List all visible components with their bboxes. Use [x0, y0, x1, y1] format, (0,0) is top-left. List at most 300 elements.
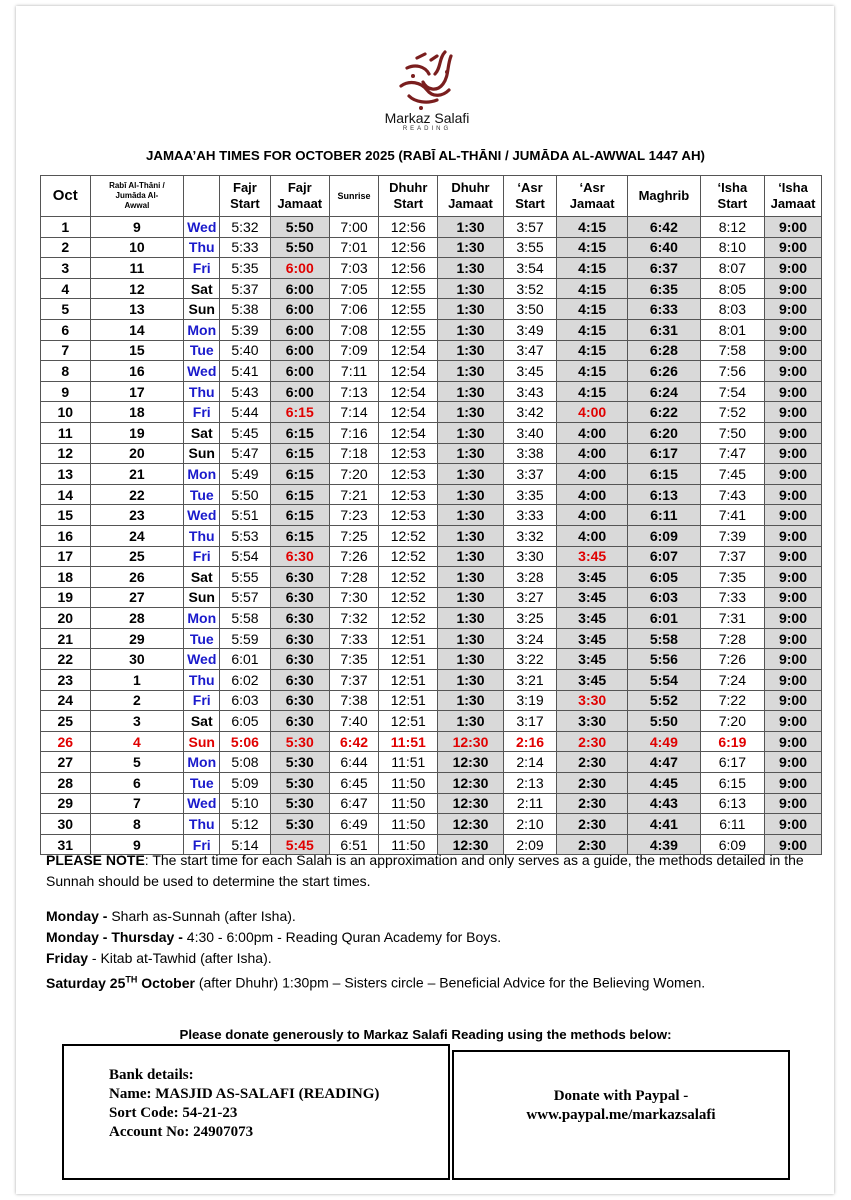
asr-jamaat-cell: 4:00 [557, 484, 628, 505]
isha-jamaat-cell: 9:00 [765, 484, 822, 505]
dhuhr-start-cell: 12:54 [379, 402, 438, 423]
col-fajr-start-l2: Start [230, 196, 260, 211]
fajr-jamaat-cell: 6:30 [270, 649, 329, 670]
oct-cell: 24 [41, 690, 91, 711]
asr-start-cell: 3:28 [503, 567, 557, 588]
asr-start-cell: 2:11 [503, 793, 557, 814]
hijri-cell: 12 [90, 278, 184, 299]
isha-start-cell: 6:19 [700, 731, 764, 752]
col-oct: Oct [41, 176, 91, 217]
isha-jamaat-cell: 9:00 [765, 381, 822, 402]
hijri-cell: 5 [90, 752, 184, 773]
day-cell: Thu [184, 237, 220, 258]
isha-jamaat-cell: 9:00 [765, 628, 822, 649]
maghrib-cell: 6:05 [628, 567, 701, 588]
table-row [41, 443, 822, 464]
maghrib-cell: 6:37 [628, 258, 701, 279]
sunrise-cell: 7:13 [329, 381, 379, 402]
dhuhr-jamaat-cell: 1:30 [438, 484, 503, 505]
table-row [41, 731, 822, 752]
col-hijri [90, 176, 184, 217]
asr-jamaat-cell: 4:15 [557, 340, 628, 361]
fajr-start-cell: 5:57 [220, 587, 271, 608]
dhuhr-jamaat-cell: 1:30 [438, 217, 503, 238]
col-asr-start-l1: ‘Asr [517, 180, 543, 196]
fajr-start-cell: 5:49 [220, 464, 271, 485]
asr-start-cell: 2:14 [503, 752, 557, 773]
sunrise-cell: 7:28 [329, 567, 379, 588]
isha-start-cell: 7:24 [700, 670, 764, 691]
fajr-start-cell: 5:55 [220, 567, 271, 588]
asr-jamaat-cell: 4:15 [557, 319, 628, 340]
isha-jamaat-cell: 9:00 [765, 649, 822, 670]
oct-cell: 2 [41, 237, 91, 258]
dhuhr-start-cell: 12:51 [379, 628, 438, 649]
isha-start-cell: 7:37 [700, 546, 764, 567]
asr-start-cell: 2:13 [503, 773, 557, 794]
isha-start-cell: 7:20 [700, 711, 764, 732]
oct-cell: 22 [41, 649, 91, 670]
isha-jamaat-cell: 9:00 [765, 752, 822, 773]
asr-jamaat-cell: 4:15 [557, 258, 628, 279]
col-dhuhr-start-l1: Dhuhr [389, 180, 428, 196]
table-row [41, 546, 822, 567]
fajr-jamaat-cell: 6:30 [270, 608, 329, 629]
isha-jamaat-cell: 9:00 [765, 464, 822, 485]
fajr-jamaat-cell: 5:30 [270, 773, 329, 794]
isha-jamaat-cell: 9:00 [765, 217, 822, 238]
isha-jamaat-cell: 9:00 [765, 402, 822, 423]
maghrib-cell: 4:39 [628, 834, 701, 855]
sunrise-cell: 7:18 [329, 443, 379, 464]
isha-start-cell: 8:01 [700, 319, 764, 340]
sunrise-cell: 7:06 [329, 299, 379, 320]
col-hijri-line3: Awwal [124, 201, 150, 210]
dhuhr-start-cell: 12:53 [379, 464, 438, 485]
day-cell: Sun [184, 443, 220, 464]
maghrib-cell: 6:42 [628, 217, 701, 238]
asr-start-cell: 3:43 [503, 381, 557, 402]
asr-start-cell: 3:33 [503, 505, 557, 526]
col-sunrise: Sunrise [329, 176, 379, 217]
table-row [41, 752, 822, 773]
sunrise-cell: 7:16 [329, 422, 379, 443]
maghrib-cell: 6:35 [628, 278, 701, 299]
asr-start-cell: 3:22 [503, 649, 557, 670]
asr-start-cell: 3:54 [503, 258, 557, 279]
day-cell: Sun [184, 299, 220, 320]
day-cell: Mon [184, 319, 220, 340]
hijri-cell: 9 [90, 834, 184, 855]
hijri-cell: 27 [90, 587, 184, 608]
fajr-jamaat-cell: 6:15 [270, 525, 329, 546]
asr-start-cell: 3:40 [503, 422, 557, 443]
asr-start-cell: 3:49 [503, 319, 557, 340]
fajr-jamaat-cell: 6:00 [270, 319, 329, 340]
isha-jamaat-cell: 9:00 [765, 711, 822, 732]
col-asr-start [503, 176, 557, 217]
dhuhr-start-cell: 12:51 [379, 649, 438, 670]
day-cell: Sun [184, 587, 220, 608]
paypal-link[interactable]: www.paypal.me/markazsalafi [526, 1107, 716, 1123]
maghrib-cell: 6:26 [628, 361, 701, 382]
fajr-start-cell: 5:59 [220, 628, 271, 649]
isha-jamaat-cell: 9:00 [765, 340, 822, 361]
asr-start-cell: 3:32 [503, 525, 557, 546]
dhuhr-start-cell: 12:56 [379, 217, 438, 238]
note-monday-label: Monday - [46, 908, 108, 924]
sunrise-cell: 7:30 [329, 587, 379, 608]
day-cell: Wed [184, 649, 220, 670]
isha-jamaat-cell: 9:00 [765, 299, 822, 320]
bank-details-box [62, 1044, 450, 1180]
isha-jamaat-cell: 9:00 [765, 670, 822, 691]
fajr-start-cell: 5:47 [220, 443, 271, 464]
oct-cell: 30 [41, 814, 91, 835]
table-row [41, 217, 822, 238]
maghrib-cell: 6:24 [628, 381, 701, 402]
col-isha-jamaat-l2: Jamaat [770, 196, 816, 211]
fajr-jamaat-cell: 6:00 [270, 361, 329, 382]
oct-cell: 20 [41, 608, 91, 629]
asr-jamaat-cell: 4:15 [557, 278, 628, 299]
table-row [41, 525, 822, 546]
isha-jamaat-cell: 9:00 [765, 608, 822, 629]
table-row [41, 814, 822, 835]
isha-start-cell: 7:45 [700, 464, 764, 485]
fajr-jamaat-cell: 6:15 [270, 505, 329, 526]
sunrise-cell: 6:44 [329, 752, 379, 773]
maghrib-cell: 5:50 [628, 711, 701, 732]
table-row [41, 587, 822, 608]
asr-jamaat-cell: 4:15 [557, 217, 628, 238]
dhuhr-jamaat-cell: 12:30 [438, 793, 503, 814]
dhuhr-start-cell: 12:53 [379, 484, 438, 505]
asr-start-cell: 3:37 [503, 464, 557, 485]
asr-jamaat-cell: 2:30 [557, 834, 628, 855]
fajr-jamaat-cell: 6:15 [270, 464, 329, 485]
fajr-start-cell: 5:50 [220, 484, 271, 505]
isha-start-cell: 7:52 [700, 402, 764, 423]
isha-start-cell: 8:05 [700, 278, 764, 299]
day-cell: Mon [184, 752, 220, 773]
hijri-cell: 7 [90, 793, 184, 814]
sunrise-cell: 7:26 [329, 546, 379, 567]
fajr-start-cell: 5:08 [220, 752, 271, 773]
dhuhr-jamaat-cell: 12:30 [438, 773, 503, 794]
isha-start-cell: 6:13 [700, 793, 764, 814]
sunrise-cell: 7:35 [329, 649, 379, 670]
asr-start-cell: 3:55 [503, 237, 557, 258]
prayer-timetable [40, 175, 822, 855]
maghrib-cell: 4:43 [628, 793, 701, 814]
logo-subtitle: READING [402, 126, 452, 132]
maghrib-cell: 5:54 [628, 670, 701, 691]
fajr-start-cell: 5:32 [220, 217, 271, 238]
fajr-jamaat-cell: 6:15 [270, 402, 329, 423]
hijri-cell: 9 [90, 217, 184, 238]
dhuhr-start-cell: 12:52 [379, 546, 438, 567]
hijri-cell: 14 [90, 319, 184, 340]
isha-jamaat-cell: 9:00 [765, 834, 822, 855]
oct-cell: 12 [41, 443, 91, 464]
sunrise-cell: 7:00 [329, 217, 379, 238]
dhuhr-jamaat-cell: 1:30 [438, 649, 503, 670]
isha-start-cell: 7:50 [700, 422, 764, 443]
asr-jamaat-cell: 3:45 [557, 608, 628, 629]
col-dhuhr-start-l2: Start [393, 196, 424, 211]
asr-start-cell: 3:47 [503, 340, 557, 361]
asr-jamaat-cell: 4:00 [557, 505, 628, 526]
table-row [41, 422, 822, 443]
fajr-start-cell: 5:12 [220, 814, 271, 835]
fajr-start-cell: 5:51 [220, 505, 271, 526]
maghrib-cell: 6:28 [628, 340, 701, 361]
asr-jamaat-cell: 3:45 [557, 567, 628, 588]
dhuhr-jamaat-cell: 1:30 [438, 402, 503, 423]
maghrib-cell: 4:49 [628, 731, 701, 752]
isha-jamaat-cell: 9:00 [765, 793, 822, 814]
dhuhr-jamaat-cell: 1:30 [438, 464, 503, 485]
isha-start-cell: 7:22 [700, 690, 764, 711]
sunrise-cell: 7:11 [329, 361, 379, 382]
asr-jamaat-cell: 3:45 [557, 649, 628, 670]
dhuhr-start-cell: 12:52 [379, 608, 438, 629]
isha-start-cell: 6:15 [700, 773, 764, 794]
col-dhuhr-start [379, 176, 438, 217]
asr-jamaat-cell: 3:30 [557, 690, 628, 711]
maghrib-cell: 5:52 [628, 690, 701, 711]
day-cell: Sun [184, 731, 220, 752]
asr-start-cell: 3:42 [503, 402, 557, 423]
day-cell: Tue [184, 484, 220, 505]
fajr-start-cell: 5:06 [220, 731, 271, 752]
isha-start-cell: 6:11 [700, 814, 764, 835]
fajr-jamaat-cell: 6:00 [270, 278, 329, 299]
sunrise-cell: 7:08 [329, 319, 379, 340]
table-row [41, 299, 822, 320]
asr-jamaat-cell: 3:30 [557, 711, 628, 732]
table-header-row [41, 176, 822, 217]
dhuhr-jamaat-cell: 1:30 [438, 711, 503, 732]
fajr-start-cell: 6:03 [220, 690, 271, 711]
dhuhr-jamaat-cell: 1:30 [438, 670, 503, 691]
sunrise-cell: 7:21 [329, 484, 379, 505]
asr-start-cell: 3:35 [503, 484, 557, 505]
hijri-cell: 20 [90, 443, 184, 464]
note-saturday [46, 969, 816, 994]
col-dhuhr-jamaat [438, 176, 503, 217]
hijri-cell: 1 [90, 670, 184, 691]
col-asr-jamaat-l1: ‘Asr [579, 180, 605, 196]
fajr-jamaat-cell: 5:30 [270, 731, 329, 752]
hijri-cell: 10 [90, 237, 184, 258]
col-hijri-line1: Rabī Al-Thāni / [109, 181, 165, 190]
maghrib-cell: 6:07 [628, 546, 701, 567]
isha-start-cell: 8:03 [700, 299, 764, 320]
dhuhr-jamaat-cell: 1:30 [438, 278, 503, 299]
hijri-cell: 13 [90, 299, 184, 320]
asr-start-cell: 3:57 [503, 217, 557, 238]
asr-jamaat-cell: 2:30 [557, 814, 628, 835]
oct-cell: 21 [41, 628, 91, 649]
isha-start-cell: 6:09 [700, 834, 764, 855]
oct-cell: 5 [41, 299, 91, 320]
dhuhr-jamaat-cell: 1:30 [438, 237, 503, 258]
note-saturday-label [46, 975, 195, 991]
dhuhr-jamaat-cell: 1:30 [438, 361, 503, 382]
dhuhr-jamaat-cell: 1:30 [438, 690, 503, 711]
asr-start-cell: 3:21 [503, 670, 557, 691]
hijri-cell: 25 [90, 546, 184, 567]
sunrise-cell: 7:03 [329, 258, 379, 279]
asr-jamaat-cell: 2:30 [557, 793, 628, 814]
note-monthu-text: 4:30 - 6:00pm - Reading Quran Academy for Boys. [182, 929, 502, 945]
dhuhr-start-cell: 11:51 [379, 731, 438, 752]
isha-start-cell: 7:33 [700, 587, 764, 608]
fajr-jamaat-cell: 5:30 [270, 752, 329, 773]
isha-start-cell: 8:10 [700, 237, 764, 258]
col-dhuhr-jamaat-l1: Dhuhr [451, 180, 490, 196]
maghrib-cell: 4:45 [628, 773, 701, 794]
hijri-cell: 21 [90, 464, 184, 485]
dhuhr-jamaat-cell: 12:30 [438, 834, 503, 855]
day-cell: Thu [184, 381, 220, 402]
isha-start-cell: 8:07 [700, 258, 764, 279]
dhuhr-start-cell: 11:50 [379, 814, 438, 835]
fajr-jamaat-cell: 6:00 [270, 340, 329, 361]
day-cell: Mon [184, 608, 220, 629]
dhuhr-start-cell: 12:51 [379, 690, 438, 711]
fajr-jamaat-cell: 6:30 [270, 587, 329, 608]
bank-title: Bank details: [109, 1067, 194, 1083]
hijri-cell: 6 [90, 773, 184, 794]
isha-jamaat-cell: 9:00 [765, 505, 822, 526]
fajr-jamaat-cell: 6:30 [270, 546, 329, 567]
day-cell: Tue [184, 628, 220, 649]
fajr-jamaat-cell: 6:00 [270, 381, 329, 402]
sunrise-cell: 6:51 [329, 834, 379, 855]
oct-cell: 29 [41, 793, 91, 814]
note-friday-text: - Kitab at-Tawhid (after Isha). [88, 950, 272, 966]
asr-start-cell: 3:24 [503, 628, 557, 649]
donate-heading: Please donate generously to Markaz Salafi Reading using the methods below: [179, 1027, 672, 1042]
col-fajr-jamaat [270, 176, 329, 217]
fajr-start-cell: 5:41 [220, 361, 271, 382]
fajr-start-cell: 5:38 [220, 299, 271, 320]
dhuhr-jamaat-cell: 1:30 [438, 505, 503, 526]
col-asr-start-l2: Start [515, 196, 545, 211]
day-cell: Fri [184, 402, 220, 423]
fajr-start-cell: 5:10 [220, 793, 271, 814]
fajr-jamaat-cell: 6:30 [270, 670, 329, 691]
maghrib-cell: 6:22 [628, 402, 701, 423]
oct-cell: 10 [41, 402, 91, 423]
sunrise-cell: 7:20 [329, 464, 379, 485]
fajr-start-cell: 5:37 [220, 278, 271, 299]
hijri-cell: 2 [90, 690, 184, 711]
oct-cell: 28 [41, 773, 91, 794]
fajr-jamaat-cell: 5:30 [270, 814, 329, 835]
please-note [46, 850, 816, 892]
sunrise-cell: 7:14 [329, 402, 379, 423]
isha-jamaat-cell: 9:00 [765, 258, 822, 279]
table-row [41, 237, 822, 258]
asr-start-cell: 3:19 [503, 690, 557, 711]
table-row [41, 690, 822, 711]
oct-cell: 14 [41, 484, 91, 505]
table-row [41, 793, 822, 814]
logo-name: Markaz Salafi [384, 110, 470, 126]
day-cell: Fri [184, 690, 220, 711]
hijri-cell: 8 [90, 814, 184, 835]
sunrise-cell: 6:47 [329, 793, 379, 814]
asr-jamaat-cell: 3:45 [557, 670, 628, 691]
col-fajr-start-l1: Fajr [233, 180, 257, 196]
dhuhr-start-cell: 12:51 [379, 711, 438, 732]
asr-jamaat-cell: 4:00 [557, 443, 628, 464]
hijri-cell: 29 [90, 628, 184, 649]
dhuhr-start-cell: 12:51 [379, 670, 438, 691]
asr-start-cell: 3:17 [503, 711, 557, 732]
isha-start-cell: 7:31 [700, 608, 764, 629]
oct-cell: 31 [41, 834, 91, 855]
dhuhr-start-cell: 11:50 [379, 773, 438, 794]
col-day [184, 176, 220, 217]
day-cell: Fri [184, 546, 220, 567]
hijri-cell: 30 [90, 649, 184, 670]
table-row [41, 608, 822, 629]
sunrise-cell: 7:25 [329, 525, 379, 546]
oct-cell: 15 [41, 505, 91, 526]
maghrib-cell: 6:13 [628, 484, 701, 505]
asr-jamaat-cell: 4:15 [557, 237, 628, 258]
day-cell: Sat [184, 422, 220, 443]
isha-jamaat-cell: 9:00 [765, 422, 822, 443]
col-isha-start [700, 176, 764, 217]
col-dhuhr-jamaat-l2: Jamaat [448, 196, 493, 211]
table-row [41, 361, 822, 382]
table-row [41, 670, 822, 691]
sunrise-cell: 7:01 [329, 237, 379, 258]
col-asr-jamaat [557, 176, 628, 217]
fajr-start-cell: 5:43 [220, 381, 271, 402]
oct-cell: 27 [41, 752, 91, 773]
day-cell: Sat [184, 567, 220, 588]
isha-start-cell: 7:28 [700, 628, 764, 649]
hijri-cell: 4 [90, 731, 184, 752]
day-cell: Sat [184, 711, 220, 732]
hijri-cell: 19 [90, 422, 184, 443]
table-row [41, 278, 822, 299]
fajr-start-cell: 5:39 [220, 319, 271, 340]
table-row [41, 319, 822, 340]
oct-cell: 3 [41, 258, 91, 279]
paypal-title: Donate with Paypal - [553, 1088, 689, 1104]
isha-start-cell: 8:12 [700, 217, 764, 238]
sunrise-cell: 7:37 [329, 670, 379, 691]
maghrib-cell: 6:31 [628, 319, 701, 340]
day-cell: Fri [184, 834, 220, 855]
dhuhr-jamaat-cell: 1:30 [438, 319, 503, 340]
oct-cell: 9 [41, 381, 91, 402]
asr-jamaat-cell: 3:45 [557, 587, 628, 608]
fajr-start-cell: 6:02 [220, 670, 271, 691]
note-saturday-sup: TH [125, 974, 138, 984]
note-friday-label: Friday [46, 950, 89, 966]
dhuhr-jamaat-cell: 1:30 [438, 608, 503, 629]
dhuhr-start-cell: 12:52 [379, 587, 438, 608]
